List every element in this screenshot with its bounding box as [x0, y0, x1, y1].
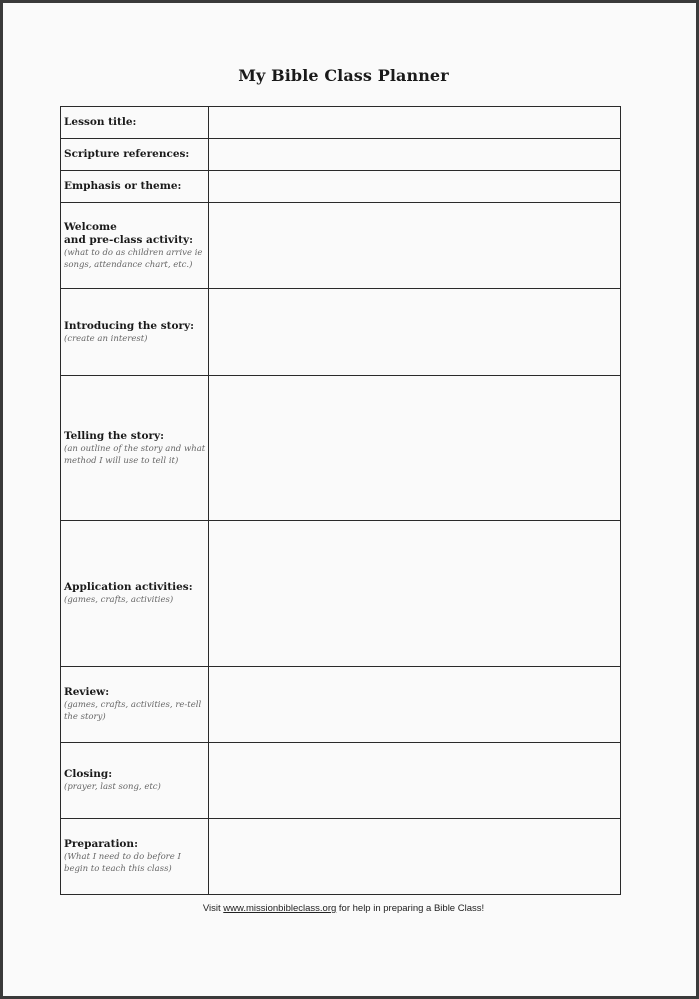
row-label-cell: [61, 521, 209, 667]
row-hint: (what to do as children arrive ie songs, attendance chart, etc.): [64, 247, 203, 270]
planner-row: [61, 139, 621, 171]
website-link[interactable]: www.missionbibleclass.org: [223, 903, 337, 914]
document-page: [3, 3, 696, 996]
row-label-cell: [61, 743, 209, 819]
planner-table: [60, 106, 621, 895]
planner-row: [61, 667, 621, 743]
planner-row: [61, 743, 621, 819]
row-label-cell: [61, 819, 209, 895]
row-entry-field[interactable]: [209, 289, 621, 376]
row-label-cell: [61, 376, 209, 521]
row-label: Introducing the story:: [64, 319, 195, 332]
planner-row: [61, 521, 621, 667]
planner-row: [61, 376, 621, 521]
row-label: Emphasis or theme:: [64, 180, 182, 192]
row-label: Application activities:: [64, 581, 193, 593]
row-entry-field[interactable]: [209, 171, 621, 203]
planner-row: [61, 289, 621, 376]
planner-row: [61, 203, 621, 289]
row-entry-field[interactable]: [209, 819, 621, 895]
row-label: Closing:: [64, 768, 113, 780]
page-title: My Bible Class Planner: [238, 66, 449, 85]
row-label: Lesson title:: [64, 116, 137, 128]
row-entry-field[interactable]: [209, 139, 621, 171]
row-label-cell: [61, 289, 209, 376]
row-hint: (create an interest): [64, 333, 148, 344]
row-label-cell: [61, 667, 209, 743]
row-label: Preparation:: [64, 838, 138, 850]
planner-row: [61, 819, 621, 895]
row-label-continued: and pre-class activity:: [64, 233, 193, 246]
row-label-cell: [61, 139, 209, 171]
row-entry-field[interactable]: [209, 667, 621, 743]
planner-row: [61, 107, 621, 139]
footer-note: [3, 903, 684, 914]
row-entry-field[interactable]: [209, 376, 621, 521]
planner-row: [61, 171, 621, 203]
row-hint: (prayer, last song, etc): [64, 782, 161, 792]
row-hint: (games, crafts, activities): [64, 595, 174, 605]
row-entry-field[interactable]: [209, 743, 621, 819]
footer-prefix: Visit: [202, 903, 224, 914]
row-label-cell: [61, 171, 209, 203]
row-label-cell: [61, 107, 209, 139]
row-entry-field[interactable]: [209, 107, 621, 139]
row-label-cell: [61, 203, 209, 289]
row-label: Scripture references:: [64, 148, 190, 160]
row-label: Welcome: [64, 220, 117, 233]
row-label: Review:: [64, 686, 110, 698]
row-hint: (games, crafts, activities, re-tell the story): [64, 700, 202, 722]
row-entry-field[interactable]: [209, 521, 621, 667]
row-hint: (What I need to do before I begin to teach this class): [64, 852, 181, 874]
footer-suffix: for help in preparing a Bible Class!: [336, 903, 485, 914]
row-label: Telling the story:: [64, 429, 164, 442]
row-entry-field[interactable]: [209, 203, 621, 289]
row-hint: (an outline of the story and what method I will use to tell it): [64, 443, 206, 466]
